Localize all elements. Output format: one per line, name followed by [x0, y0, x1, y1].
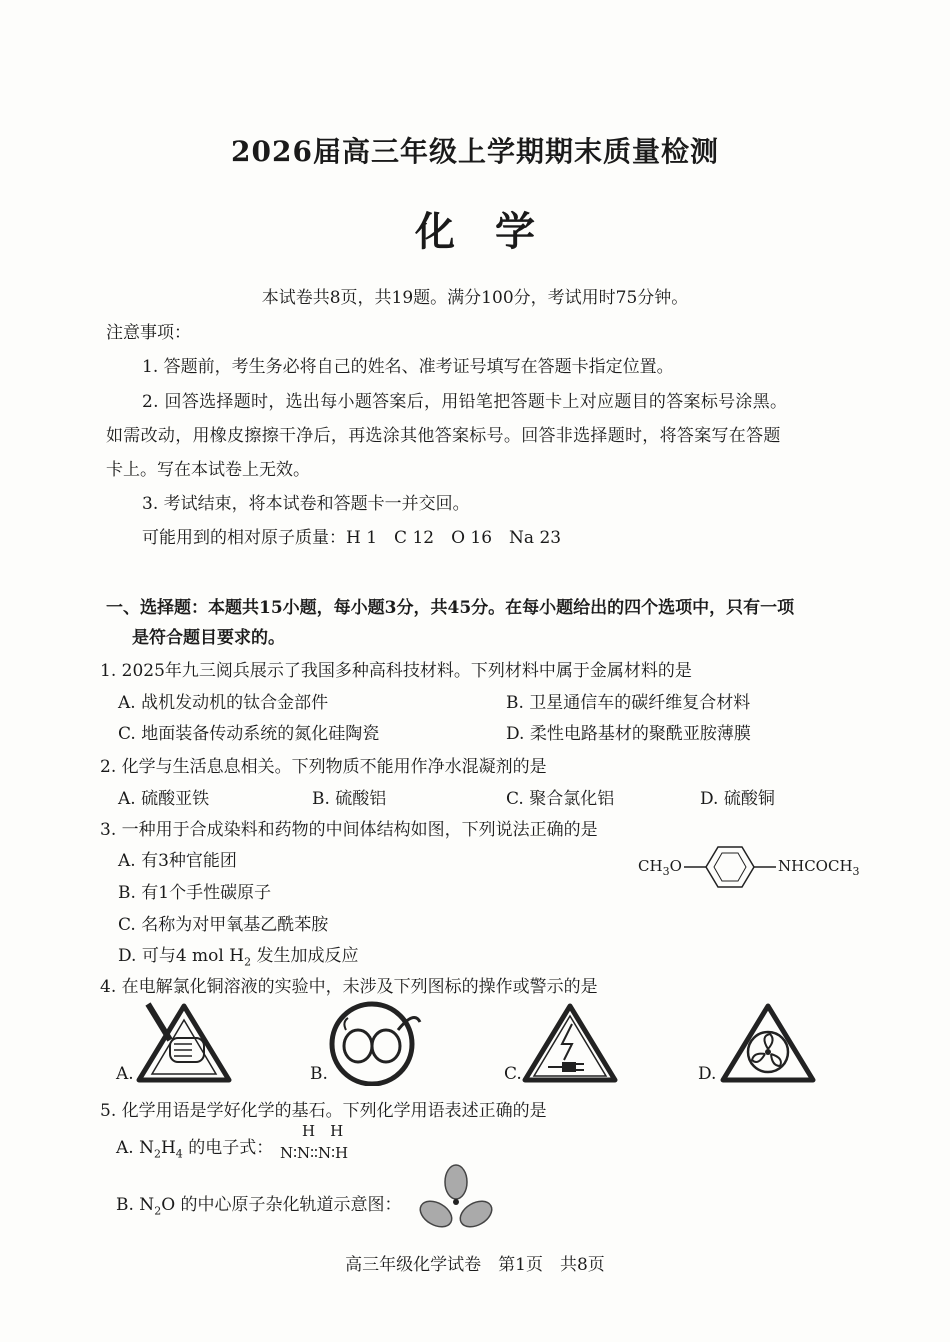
q4-option-a-label: A.: [116, 1064, 134, 1084]
q5-option-a: A. $N_2H_4$ 的电子式：: [116, 1138, 274, 1161]
note-item-2: 2. 回答选择题时，选出每小题答案后，用铅笔把答题卡上对应题目的答案标号涂黑。: [142, 392, 788, 412]
note-item-1: 1. 答题前，考生务必将自己的姓名、准考证号填写在答题卡指定位置。: [142, 357, 674, 377]
electricity-plug-icon: [520, 1000, 620, 1086]
question-4-stem: 4. 在电解氯化铜溶液的实验中，未涉及下列图标的操作或警示的是: [100, 977, 598, 997]
q4-option-d-label: D.: [698, 1064, 717, 1084]
page-title: 2026届高三年级上学期期末质量检测: [231, 135, 719, 168]
q1-option-d: D. 柔性电路基材的聚酰亚胺薄膜: [506, 724, 751, 744]
ventilation-fan-icon: [718, 1000, 818, 1086]
q4-option-c-label: C.: [504, 1064, 522, 1084]
section-heading: 一、选择题：本题共15小题，每小题3分，共45分。在每小题给出的四个选项中，只有一项: [106, 598, 795, 618]
q3-option-c: C. 名称为对甲氧基乙酰苯胺: [118, 915, 329, 935]
hybrid-orbital-diagram: [418, 1164, 494, 1232]
electron-formula-bottom: N∶N∶∶N∶H: [280, 1144, 349, 1162]
q2-option-b: B. 硫酸铝: [312, 789, 387, 809]
question-2-stem: 2. 化学与生活息息相关。下列物质不能用作净水混凝剂的是: [100, 757, 547, 777]
note-item-2-cont: 如需改动，用橡皮擦擦干净后，再选涂其他答案标号。回答非选择题时，将答案写在答题: [106, 426, 781, 446]
q2-option-c: C. 聚合氯化铝: [506, 789, 615, 809]
q3-option-a: A. 有3种官能团: [118, 851, 237, 871]
question-5-stem: 5. 化学用语是学好化学的基石。下列化学用语表述正确的是: [100, 1101, 547, 1121]
structure-left-group: $CH_3O$: [638, 857, 682, 878]
subject-title: 化学: [415, 208, 575, 255]
atomic-masses: 可能用到的相对原子质量：H 1 C 12 O 16 Na 23: [142, 528, 562, 548]
q1-option-b: B. 卫星通信车的碳纤维复合材料: [506, 693, 751, 713]
benzene-ring-structure: [684, 838, 776, 896]
note-item-3: 3. 考试结束，将本试卷和答题卡一并交回。: [142, 494, 470, 514]
exam-info: 本试卷共8页，共19题。满分100分，考试用时75分钟。: [261, 288, 689, 308]
q3-option-b: B. 有1个手性碳原子: [118, 883, 272, 903]
q3-option-d: D. 可与4 mol $H_2$ 发生加成反应: [118, 946, 359, 969]
q4-option-b-label: B.: [310, 1064, 328, 1084]
q1-option-a: A. 战机发动机的钛合金部件: [118, 693, 329, 713]
q1-option-c: C. 地面装备传动系统的氮化硅陶瓷: [118, 724, 380, 744]
hand-washing-warning-icon: [134, 1000, 234, 1086]
q5-option-b: B. $N_2O$ 的中心原子杂化轨道示意图：: [116, 1195, 402, 1218]
question-1-stem: 1. 2025年九三阅兵展示了我国多种高科技材料。下列材料中属于金属材料的是: [100, 661, 692, 681]
electron-formula-top: H H: [302, 1122, 344, 1140]
notes-heading: 注意事项：: [106, 323, 191, 343]
q2-option-a: A. 硫酸亚铁: [118, 789, 210, 809]
question-3-stem: 3. 一种用于合成染料和药物的中间体结构如图，下列说法正确的是: [100, 820, 598, 840]
page-footer: 高三年级化学试卷 第1页 共8页: [345, 1255, 605, 1275]
section-heading-cont: 是符合题目要求的。: [132, 628, 285, 648]
note-item-2-end: 卡上。写在本试卷上无效。: [106, 460, 310, 480]
structure-right-group: $NHCOCH_3$: [778, 857, 860, 878]
goggles-icon: [328, 1000, 424, 1086]
q2-option-d: D. 硫酸铜: [700, 789, 775, 809]
